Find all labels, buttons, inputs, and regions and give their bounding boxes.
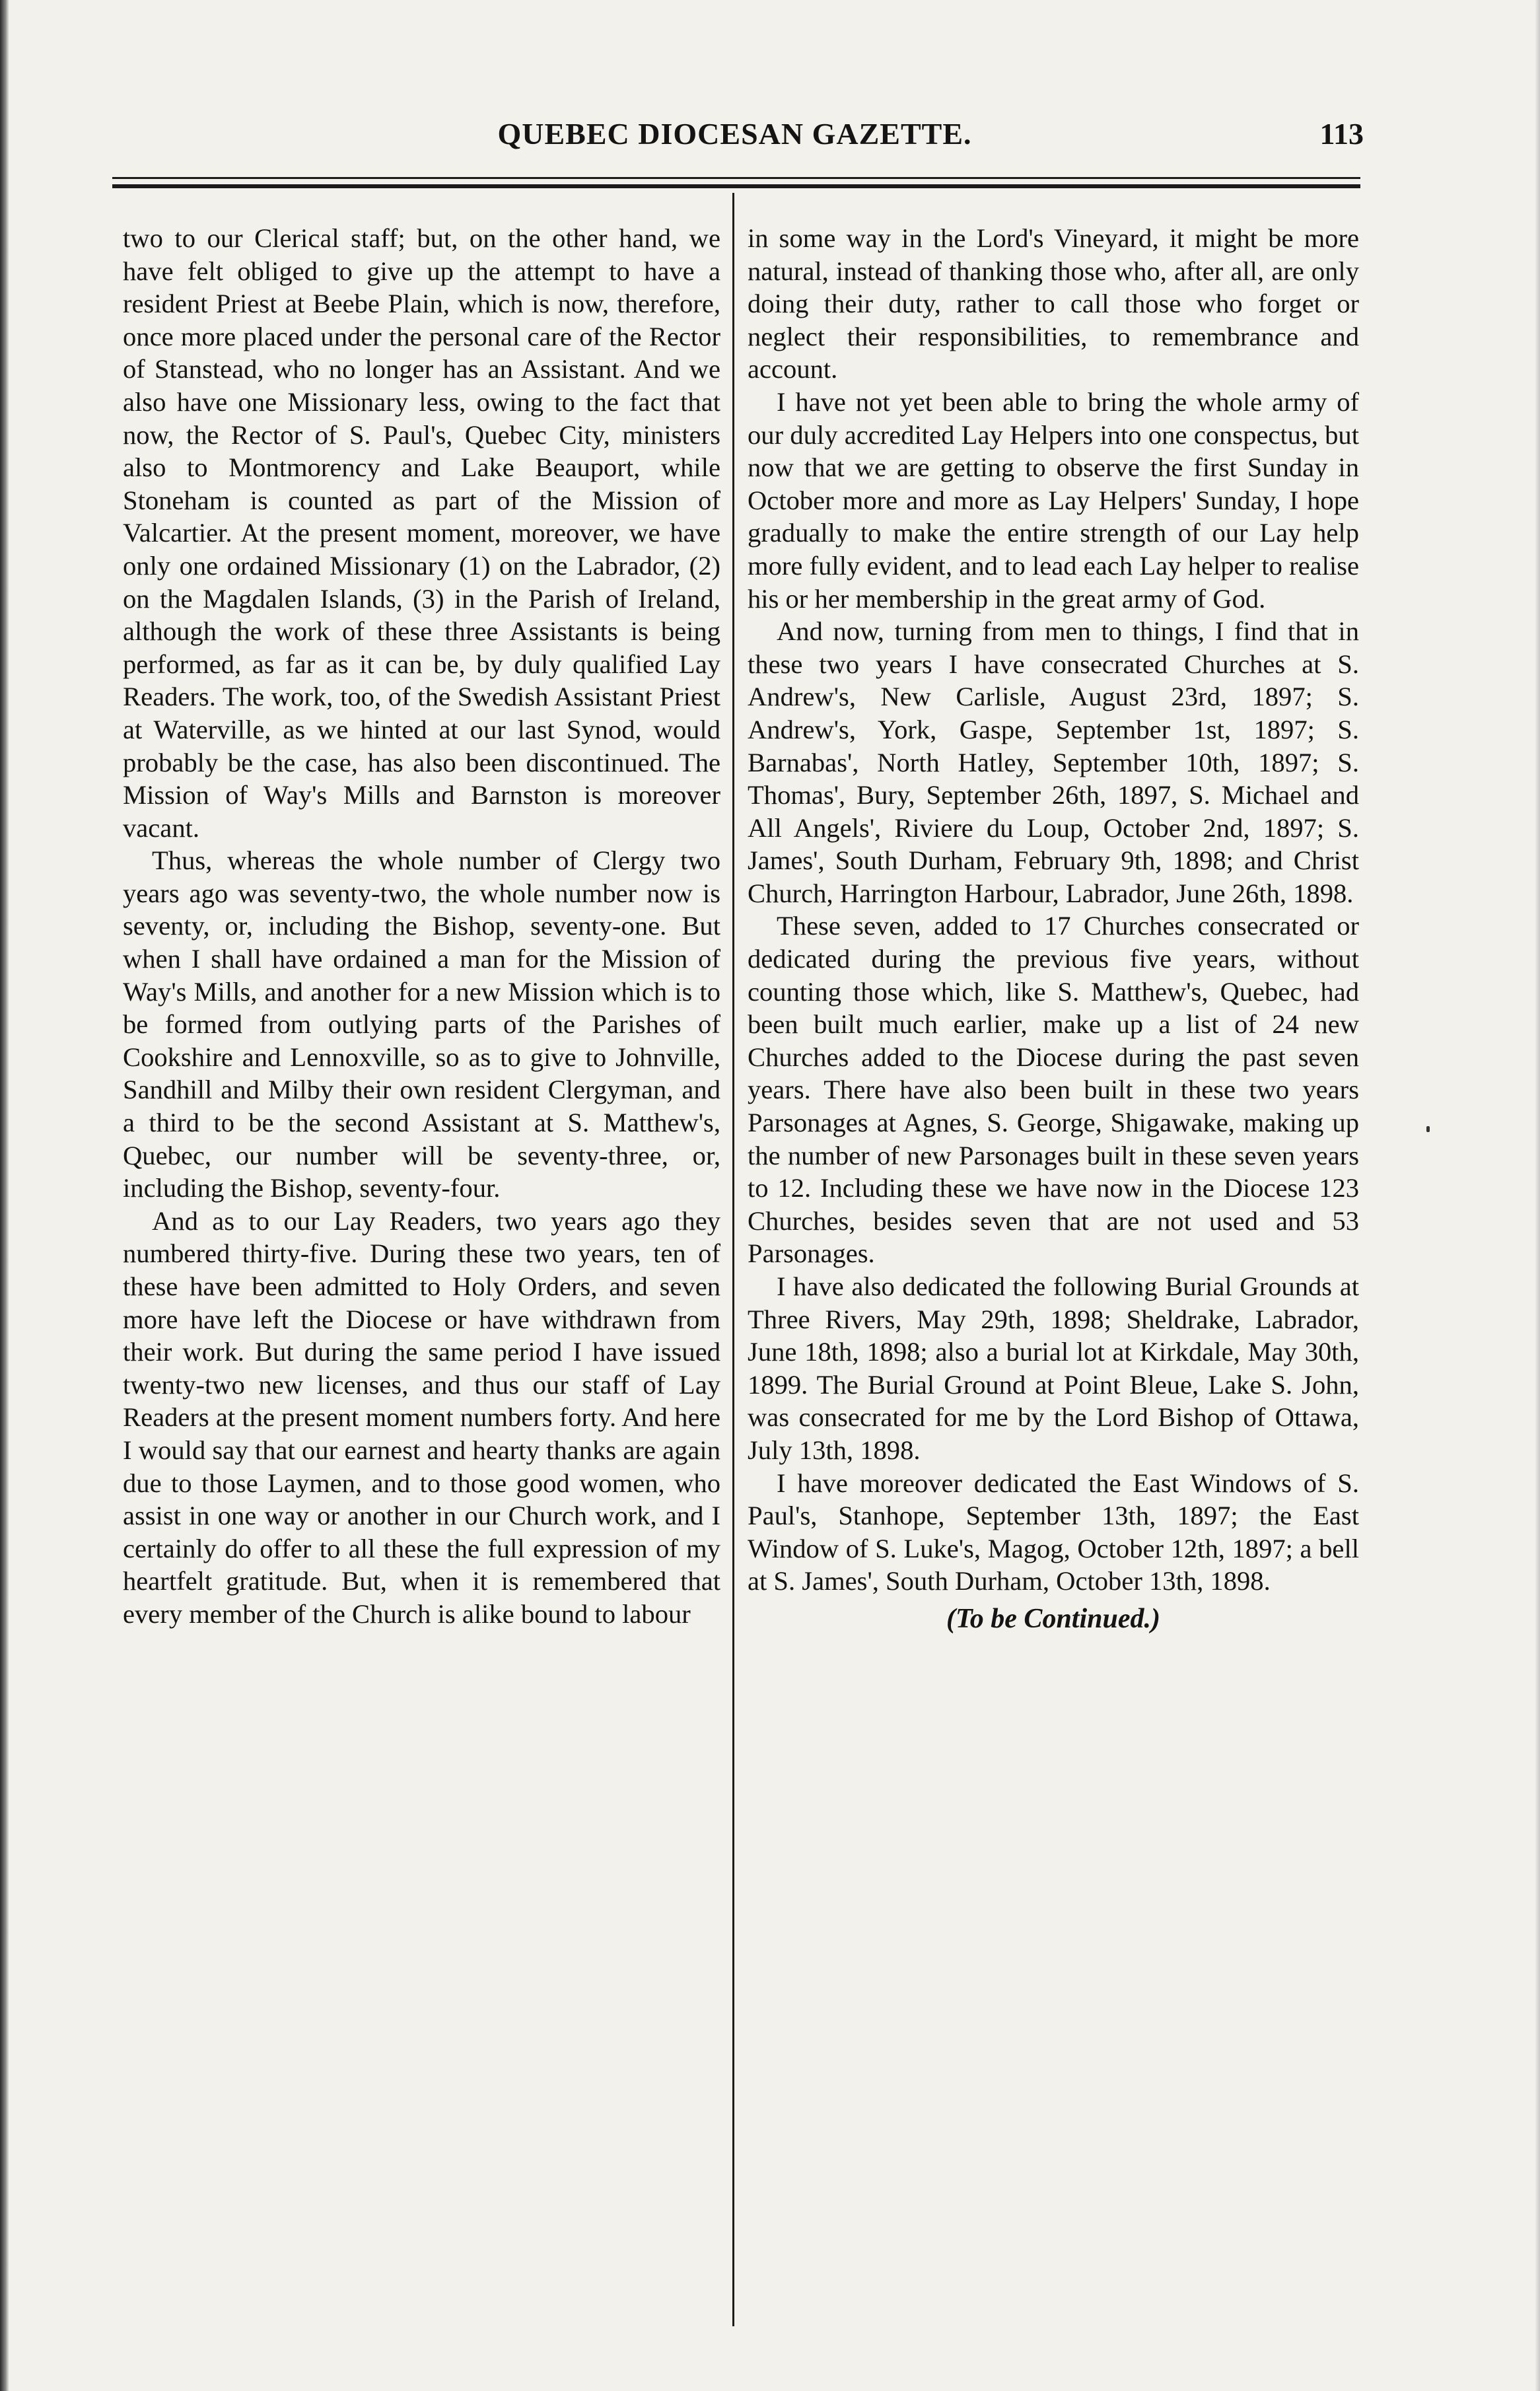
continued-note: (To be Continued.) [946,1603,1160,1634]
paragraph: in some way in the Lord's Vineyard, it might be more natural, instead of thanking those who, after all, are only doing their duty, rather to call those who forget or neglect their responsibilities, to remembrance and account. [748,223,1359,384]
header-rule-thin [112,177,1360,179]
paragraph: I have moreover dedicated the East Windows of S. Paul's, Stanhope, September 13th, 1897; the East Window of S. Luke's, Magog, October 12th, 1897; a bell at S. James', South Durham, October 13th, 1898. [748,1468,1359,1596]
paragraph: These seven, added to 17 Churches consecrated or dedicated during the previous five years, without counting those which, like S. Matthew's, Quebec, had been built much earlier, make up a list of 24 new Churches added to the Diocese during the past seven years. There have also been built in these two years Parsonages at Agnes, S. George, Shigawake, making up the number of new Parsonages built in these seven years to 12. Including these we have now in the Diocese 123 Churches, besides seven that are not used and 53 Parsonages. [748,911,1359,1269]
paragraph: two to our Clerical staff; but, on the other hand, we have felt obliged to give up the attempt to have a resident Priest at Beebe Plain, which is now, therefore, once more placed under the personal care of the Rector of Stanstead, who no longer has an Assistant. And we also have one Missionary less, owing to the fact that now, the Rector of S. Paul's, Quebec City, ministers also to Montmorency and Lake Beauport, while Stoneham is counted as part of the Mission of Valcartier. At the present moment, moreover, we have only one ordained Missionary (1) on the Labrador, (2) on the Magdalen Islands, (3) in the Parish of Ireland, although the work of these three Assistants is being performed, as far as it can be, by duly qualified Lay Readers. The work, too, of the Swedish Assistant Priest at Waterville, as we hinted at our last Synod, would probably be the case, has also been discontinued. The Mission of Way's Mills and Barnston is moreover vacant. [123,223,720,843]
paragraph: And as to our Lay Readers, two years ago they numbered thirty-five. During these two years, ten of these have been admitted to Holy Orders, and seven more have left the Diocese or have withdrawn from their work. But during the same period I have issued twenty-two new licenses, and thus our staff of Lay Readers at the present moment numbers forty. And here I would say that our earnest and hearty thanks are again due to those Laymen, and to those good women, who assist in one way or another in our Church work, and I certainly do offer to all these the full expression of my heartfelt gratitude. But, when it is remembered that every member of the Church is alike bound to labour [123,1205,720,1629]
page-title: QUEBEC DIOCESAN GAZETTE. [497,117,972,151]
paragraph: I have also dedicated the following Burial Grounds at Three Rivers, May 29th, 1898; Sheldrake, Labrador, June 18th, 1898; also a burial lot at Kirkdale, May 30th, 1899. The Burial Ground at Point Bleue, Lake S. John, was consecrated for me by the Lord Bishop of Ottawa, July 13th, 1898. [748,1271,1359,1465]
running-header [106,116,1364,156]
page-number: 113 [1319,117,1364,151]
paragraph: I have not yet been able to bring the whole army of our duly accredited Lay Helpers into one conspectus, but now that we are getting to observe the first Sunday in October more and more as Lay Helpers' Sunday, I hope gradually to make the entire strength of our Lay help more fully evident, and to lead each Lay helper to realise his or her membership in the great army of God. [748,386,1359,614]
binding-shadow [0,0,9,2391]
paragraph: Thus, whereas the whole number of Clergy two years ago was seventy-two, the whole number now is seventy, or, including the Bishop, seventy-one. But when I shall have ordained a man for the Mission of Way's Mills, and another for a new Mission which is to be formed from outlying parts of the Parishes of Cookshire and Lennoxville, so as to give to Johnville, Sandhill and Milby their own resident Clergyman, and a third to be the second Assistant at S. Matthew's, Quebec, our number will be seventy-three, or, including the Bishop, seventy-four. [123,845,720,1203]
page-edge [1535,0,1540,2391]
right-column [748,222,1359,1636]
column-divider [732,193,734,2326]
header-rule-thick [112,184,1360,188]
print-speck [1426,1126,1430,1132]
paragraph: And now, turning from men to things, I find that in these two years I have consecrated Churches at S. Andrew's, New Carlisle, August 23rd, 1897; S. Andrew's, York, Gaspe, September 1st, 1897; S. Barnabas', North Hatley, September 10th, 1897; S. Thomas', Bury, September 26th, 1897, S. Michael and All Angels', Riviere du Loup, October 2nd, 1897; S. James', South Durham, February 9th, 1898; and Christ Church, Harrington Harbour, Labrador, June 26th, 1898. [748,616,1359,908]
left-column [123,222,720,1631]
